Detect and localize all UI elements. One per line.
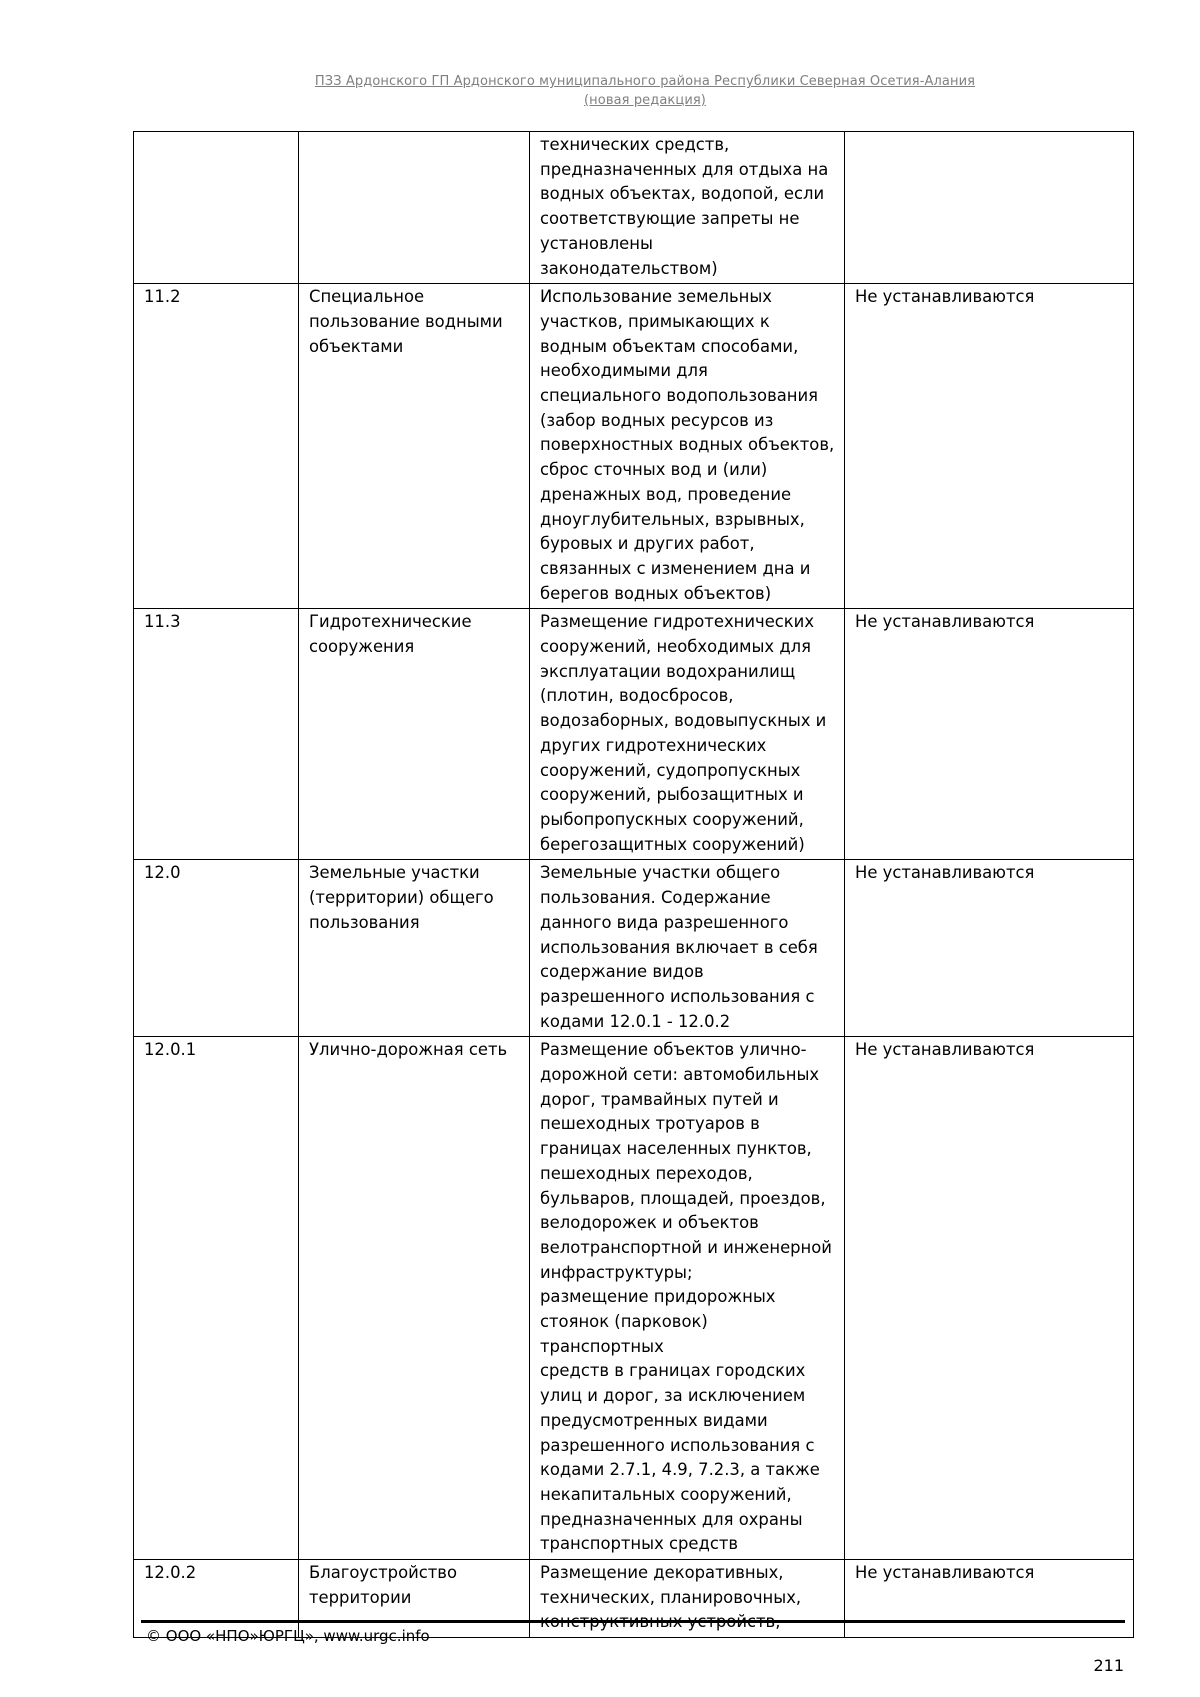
description-line: Размещение декоративных, — [540, 1563, 784, 1583]
description-line: других гидротехнических — [540, 735, 767, 755]
running-header-line-2: (новая редакция) — [584, 93, 706, 108]
description-line: технических, планировочных, — [540, 1587, 802, 1607]
cell-code: 12.0.2 — [134, 1560, 299, 1638]
description-line: дноуглубительных, взрывных, — [540, 509, 805, 529]
description-line: сброс сточных вод и (или) — [540, 460, 768, 480]
cell-parameters — [845, 132, 1134, 284]
description-line: участков, примыкающих к — [540, 311, 770, 331]
description-line: границах населенных пунктов, — [540, 1139, 812, 1159]
description-line: пользования. Содержание — [540, 888, 771, 908]
description-line: рыбопропускных сооружений, — [540, 809, 804, 829]
cell-name — [299, 132, 530, 284]
table-row — [134, 1037, 1134, 1560]
description-line: кодами 2.7.1, 4.9, 7.2.3, а также — [540, 1460, 820, 1480]
cell-name: Земельные участки (территории) общего пользования — [299, 860, 530, 1037]
description-line: водным объектам способами, — [540, 336, 799, 356]
description-line: некапитальных сооружений, — [540, 1484, 792, 1504]
description-line: специального водопользования — [540, 386, 819, 406]
cell-parameters: Не устанавливаются — [845, 284, 1134, 609]
cell-code — [134, 132, 299, 284]
cell-code: 11.2 — [134, 284, 299, 609]
description-line: бульваров, площадей, проездов, — [540, 1188, 826, 1208]
description-line: необходимыми для — [540, 361, 708, 381]
description-line: размещение придорожных — [540, 1287, 776, 1307]
description-line: разрешенного использования с — [540, 1435, 815, 1455]
description-line: инфраструктуры; — [540, 1262, 693, 1282]
cell-description — [530, 284, 845, 609]
description-line: сооружений, судопропускных — [540, 760, 801, 780]
description-line: Использование земельных — [540, 287, 773, 307]
cell-description — [530, 1037, 845, 1560]
cell-description — [530, 609, 845, 860]
description-line: берегов водных объектов) — [540, 583, 772, 603]
description-line: предназначенных для охраны — [540, 1509, 803, 1529]
cell-parameters: Не устанавливаются — [845, 1037, 1134, 1560]
table-row — [134, 609, 1134, 860]
description-line: (забор водных ресурсов из — [540, 410, 774, 430]
cell-parameters: Не устанавливаются — [845, 860, 1134, 1037]
land-use-table-body — [134, 132, 1134, 1638]
table-row — [134, 132, 1134, 284]
cell-description — [530, 1560, 845, 1638]
cell-description — [530, 132, 845, 284]
cell-parameters: Не устанавливаются — [845, 1560, 1134, 1638]
running-header-line-1: ПЗЗ Ардонского ГП Ардонского муниципального района Республики Северная Осетия-Алания — [314, 74, 976, 89]
description-line: (плотин, водосбросов, — [540, 686, 734, 706]
description-line: водозаборных, водовыпускных и — [540, 711, 827, 731]
description-line: предусмотренных видами — [540, 1410, 768, 1430]
cell-code: 11.3 — [134, 609, 299, 860]
cell-name: Улично-дорожная сеть — [299, 1037, 530, 1560]
description-line: сооружений, рыбозащитных и — [540, 785, 804, 805]
description-line: дорожной сети: автомобильных — [540, 1065, 820, 1085]
cell-code: 12.0.1 — [134, 1037, 299, 1560]
cell-name: Гидротехнические сооружения — [299, 609, 530, 860]
description-line: поверхностных водных объектов, — [540, 435, 835, 455]
description-line: данного вида разрешенного — [540, 912, 789, 932]
description-line: Размещение гидротехнических — [540, 612, 815, 632]
footer-copyright: © ООО «НПО»ЮРГЦ», www.urgc.info — [146, 1627, 430, 1645]
description-line: стоянок (парковок) транспортных — [540, 1312, 708, 1356]
cell-parameters: Не устанавливаются — [845, 609, 1134, 860]
description-line: буровых и других работ, — [540, 534, 755, 554]
description-line: берегозащитных сооружений) — [540, 834, 805, 854]
footer-divider — [141, 1620, 1125, 1623]
description-line: дорог, трамвайных путей и — [540, 1089, 779, 1109]
description-line: средств в границах городских — [540, 1361, 806, 1381]
description-line: эксплуатации водохранилищ — [540, 661, 796, 681]
description-line: предназначенных для отдыха на — [540, 159, 829, 179]
description-line: связанных с изменением дна и — [540, 558, 811, 578]
running-header — [200, 72, 1090, 110]
description-line: разрешенного использования с — [540, 986, 815, 1006]
table-row — [134, 860, 1134, 1037]
cell-description — [530, 860, 845, 1037]
description-line: технических средств, — [540, 135, 730, 154]
description-line: велодорожек и объектов — [540, 1213, 759, 1233]
description-line: велотранспортной и инженерной — [540, 1237, 832, 1257]
table-row — [134, 284, 1134, 609]
cell-code: 12.0 — [134, 860, 299, 1037]
description-line: Земельные участки общего — [540, 863, 781, 883]
description-line: сооружений, необходимых для — [540, 637, 811, 657]
land-use-table — [133, 131, 1134, 1638]
page-number: 211 — [1093, 1656, 1124, 1675]
description-line: дренажных вод, проведение — [540, 484, 792, 504]
cell-name: Специальное пользование водными объектами — [299, 284, 530, 609]
description-line: пешеходных тротуаров в — [540, 1114, 760, 1134]
description-line: транспортных средств — [540, 1534, 739, 1554]
description-line: кодами 12.0.1 - 12.0.2 — [540, 1011, 731, 1031]
description-line: Размещение объектов улично- — [540, 1040, 807, 1060]
description-line: использования включает в себя — [540, 937, 818, 957]
description-line: установлены законодательством) — [540, 233, 718, 278]
description-line: пешеходных переходов, — [540, 1163, 753, 1183]
description-line: соответствующие запреты не — [540, 209, 800, 229]
description-line: содержание видов — [540, 962, 704, 982]
description-line: водных объектах, водопой, если — [540, 184, 825, 204]
description-line: улиц и дорог, за исключением — [540, 1386, 806, 1406]
cell-name: Благоустройство территории — [299, 1560, 530, 1638]
